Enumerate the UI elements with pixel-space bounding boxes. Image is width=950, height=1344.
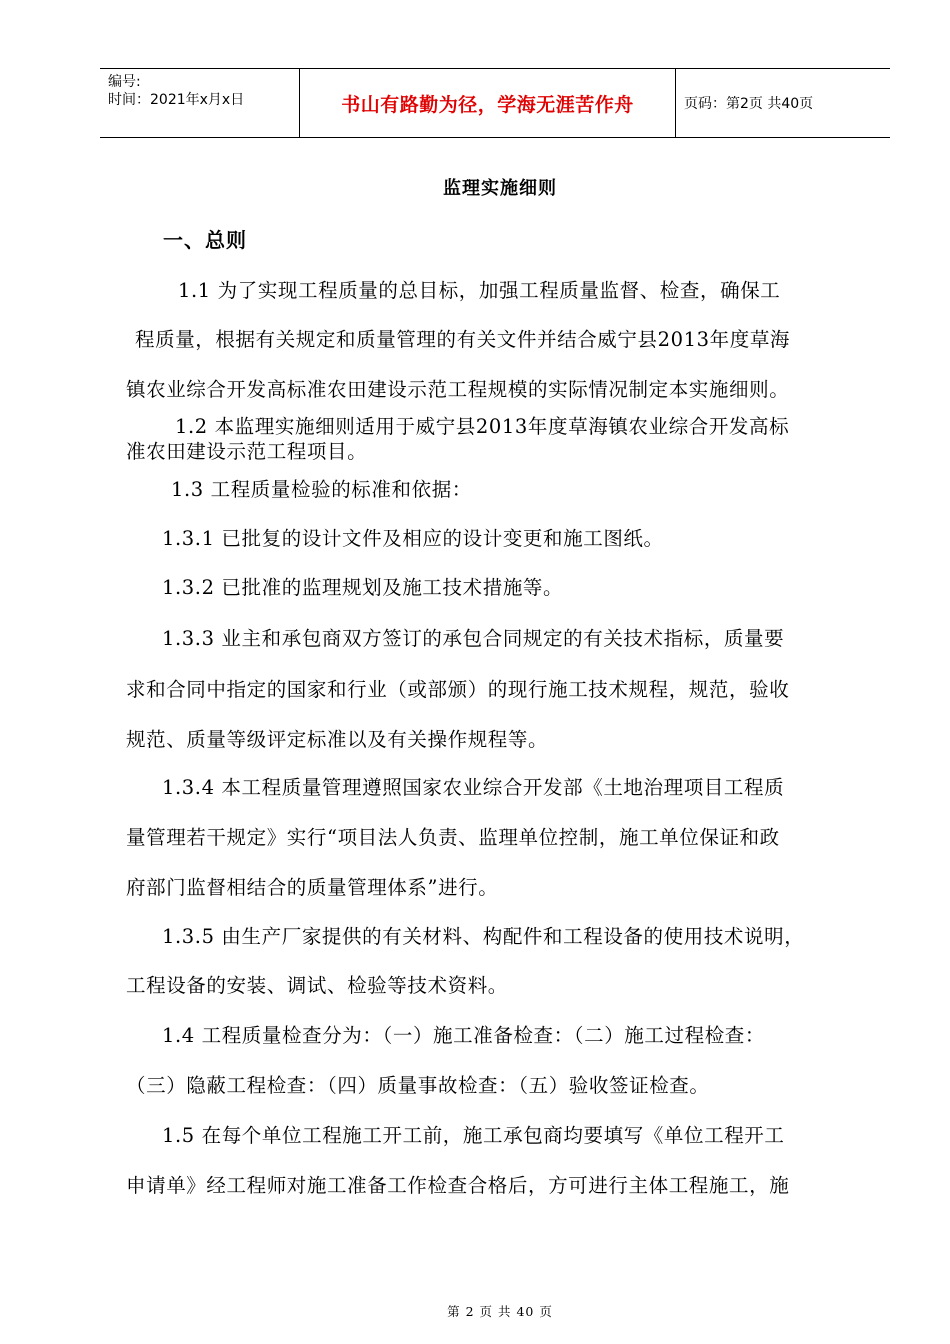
section-heading: 一、总则 <box>163 228 247 252</box>
body-line: 求和合同中指定的国家和行业（或部颁）的现行施工技术规程，规范，验收 <box>126 678 790 701</box>
body-line: 1.3.1 已批复的设计文件及相应的设计变更和施工图纸。 <box>162 527 664 550</box>
header-motto: 书山有路勤为径，学海无涯苦作舟 <box>300 69 676 137</box>
header-number-label: 编号: <box>108 74 141 90</box>
body-line: 镇农业综合开发高标准农田建设示范工程规模的实际情况制定本实施细则。 <box>126 378 790 401</box>
body-line: （三）隐蔽工程检查：（四）质量事故检查：（五）验收签证检查。 <box>126 1074 710 1097</box>
body-line: 规范、质量等级评定标准以及有关操作规程等。 <box>126 728 549 751</box>
body-line: 1.3.4 本工程质量管理遵照国家农业综合开发部《土地治理项目工程质 <box>162 776 785 799</box>
body-line: 府部门监督相结合的质量管理体系”进行。 <box>126 876 499 899</box>
body-line: 申请单》经工程师对施工准备工作检查合格后，方可进行主体工程施工，施 <box>126 1174 790 1197</box>
body-line: 准农田建设示范工程项目。 <box>126 440 368 463</box>
body-line: 1.3 工程质量检验的标准和依据： <box>171 478 472 501</box>
header-page-info: 页码：第2页 共40页 <box>684 96 814 112</box>
body-line: 1.5 在每个单位工程施工开工前，施工承包商均要填写《单位工程开工 <box>162 1124 785 1147</box>
body-line: 1.3.2 已批准的监理规划及施工技术措施等。 <box>162 576 564 599</box>
body-line: 1.3.3 业主和承包商双方签订的承包合同规定的有关技术指标，质量要 <box>162 627 785 650</box>
page-header <box>100 68 890 138</box>
body-line: 量管理若干规定》实行“项目法人负责、监理单位控制，施工单位保证和政 <box>126 826 780 849</box>
page-footer: 第 2 页 共 40 页 <box>447 1304 553 1319</box>
body-line: 程质量，根据有关规定和质量管理的有关文件并结合威宁县2013年度草海 <box>135 328 791 351</box>
header-time-label: 时间：2021年x月x日 <box>108 92 245 108</box>
body-line: 1.2 本监理实施细则适用于威宁县2013年度草海镇农业综合开发高标 <box>175 415 790 438</box>
body-line: 1.3.5 由生产厂家提供的有关材料、构配件和工程设备的使用技术说明， <box>162 925 805 948</box>
header-meta-cell <box>100 69 300 137</box>
body-line: 1.4 工程质量检查分为：（一）施工准备检查：（二）施工过程检查： <box>162 1024 766 1047</box>
document-title: 监理实施细则 <box>443 178 557 199</box>
body-line: 1.1 为了实现工程质量的总目标，加强工程质量监督、检查，确保工 <box>178 279 781 302</box>
body-line: 工程设备的安装、调试、检验等技术资料。 <box>126 974 508 997</box>
